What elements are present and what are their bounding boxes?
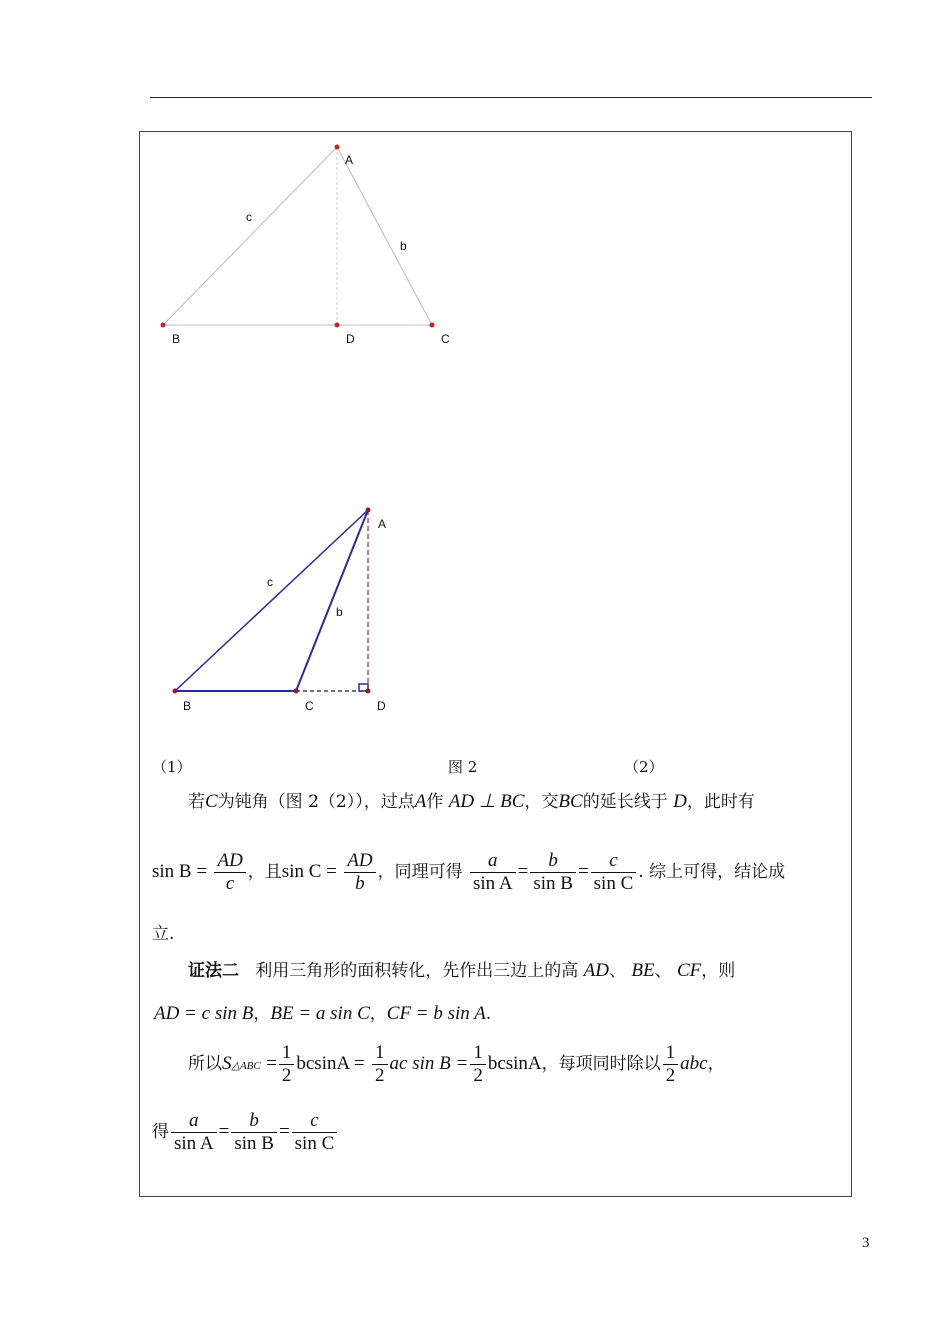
header-rule: [150, 97, 872, 98]
text: ，同理可得: [377, 861, 463, 882]
side-c: [163, 147, 337, 325]
math-AD: AD: [583, 960, 609, 981]
numerator: AD: [344, 850, 375, 873]
page-number: 3: [862, 1235, 870, 1251]
text: 得: [152, 1121, 169, 1142]
text: ，每项同时除以: [541, 1053, 661, 1074]
text: 作: [426, 792, 444, 812]
paragraph-obtuse-case: [188, 792, 755, 811]
triangle-figures: [140, 132, 851, 742]
math-sinB: sin B =: [152, 860, 208, 882]
paragraph-area: [188, 1042, 725, 1087]
text: 的延长线于: [582, 792, 668, 812]
math-height-CF: CF = b sin A: [386, 1003, 486, 1024]
text: .: [485, 1004, 492, 1024]
denominator: c: [225, 872, 235, 894]
fraction-one-half: [470, 1042, 486, 1087]
numerator: 1: [279, 1042, 295, 1065]
paragraph-ratios: [152, 850, 785, 895]
math-S: S: [222, 1052, 232, 1074]
label-side-b: b: [400, 239, 407, 253]
subscript-triangle-ABC: △ABC: [231, 1059, 261, 1072]
text: ，: [707, 1053, 725, 1074]
side-b: [337, 147, 432, 325]
paragraph-proof-two: [188, 961, 735, 980]
numerator: 1: [372, 1042, 388, 1065]
fraction-one-half: [372, 1042, 388, 1087]
equals: =: [218, 1120, 230, 1142]
text: ，则: [701, 961, 736, 981]
math-D: D: [673, 791, 687, 812]
separator: ，: [369, 1004, 387, 1024]
equals: =: [577, 860, 589, 882]
label-D: D: [346, 332, 355, 346]
point-C: [430, 323, 435, 328]
fraction-a-over-sinA: [171, 1110, 217, 1155]
math-expression: bcsinA =: [296, 1052, 365, 1074]
math-sinC: sin C =: [281, 860, 337, 882]
text: 若: [188, 792, 205, 812]
side-c-2: [175, 510, 368, 691]
numerator: c: [591, 850, 637, 873]
fraction-b-over-sinB: [231, 1110, 277, 1155]
fraction-a-over-sinA: [470, 850, 516, 895]
text: ，此时有: [686, 792, 755, 812]
point-D-2: [366, 689, 371, 694]
math-BE: BE: [631, 960, 655, 981]
equals: =: [266, 1052, 277, 1074]
denominator: sin B: [234, 1132, 274, 1154]
text: 利用三角形的面积转化，先作出三边上的高: [255, 961, 579, 981]
math-CF: CF: [676, 960, 702, 981]
math-perpendicular: AD ⊥ BC: [448, 791, 525, 812]
label-side-c-2: c: [267, 575, 273, 589]
label-B: B: [172, 332, 181, 346]
side-b-2: [296, 510, 368, 691]
fraction-c-over-sinC: [591, 850, 637, 895]
numerator: AD: [214, 850, 245, 873]
figure-obtuse-triangle: [173, 508, 387, 714]
math-expression: bcsinA: [487, 1052, 542, 1074]
point-A: [335, 145, 340, 150]
label-C-2: C: [305, 699, 314, 713]
paragraph-continuation: 立.: [152, 924, 175, 944]
equals: =: [278, 1120, 290, 1142]
point-A-2: [366, 508, 371, 513]
content-frame: [139, 131, 852, 1197]
fraction-b-over-sinB: [530, 850, 576, 895]
separator: ，: [253, 1004, 271, 1024]
caption-center: 图 2: [448, 758, 478, 776]
math-expression: ac sin B =: [389, 1052, 469, 1074]
label-B-2: B: [183, 699, 192, 713]
math-BC: BC: [558, 791, 583, 812]
caption-right: （2）: [624, 758, 664, 776]
math-height-BE: BE = a sin C: [270, 1003, 370, 1024]
denominator: 2: [375, 1064, 385, 1086]
denominator: sin A: [174, 1132, 214, 1154]
denominator: 2: [473, 1064, 483, 1086]
math-A: A: [414, 791, 427, 812]
math-abc: abc: [680, 1052, 708, 1074]
text: 所以: [188, 1053, 222, 1074]
numerator: b: [530, 850, 576, 873]
label-side-c: c: [246, 210, 252, 224]
point-B-2: [173, 689, 178, 694]
equals: =: [517, 860, 529, 882]
label-A: A: [345, 153, 354, 167]
numerator: 1: [663, 1042, 679, 1065]
paragraph-result: [152, 1110, 339, 1155]
numerator: b: [231, 1110, 277, 1133]
numerator: 1: [470, 1042, 486, 1065]
denominator: b: [355, 872, 365, 894]
denominator: sin A: [473, 872, 513, 894]
proof-title: 证法二: [188, 961, 239, 981]
fraction-AD-over-b: [344, 850, 375, 895]
numerator: c: [292, 1110, 338, 1133]
caption-left: （1）: [152, 758, 192, 776]
separator: 、: [654, 961, 672, 981]
denominator: 2: [665, 1064, 676, 1086]
label-A-2: A: [378, 517, 387, 531]
label-side-b-2: b: [336, 605, 343, 619]
text: ，且: [247, 861, 282, 882]
denominator: sin B: [533, 872, 573, 894]
math-C: C: [205, 791, 218, 812]
denominator: sin C: [593, 872, 634, 894]
numerator: a: [470, 850, 516, 873]
label-C: C: [441, 332, 450, 346]
denominator: 2: [281, 1064, 292, 1086]
paragraph-heights: [154, 1004, 491, 1023]
label-D-2: D: [377, 699, 386, 713]
text: . 综上可得，结论成: [638, 861, 786, 882]
fraction-AD-over-c: [214, 850, 245, 895]
point-C-2: [294, 689, 299, 694]
point-B: [161, 323, 166, 328]
math-height-AD: AD = c sin B: [154, 1003, 254, 1024]
text: 为钝角（图 2（2）），过点: [217, 792, 415, 812]
fraction-one-half: [663, 1042, 679, 1087]
numerator: a: [171, 1110, 217, 1133]
figure-acute-triangle: [161, 145, 451, 347]
fraction-one-half: [279, 1042, 295, 1087]
separator: 、: [608, 961, 626, 981]
text: ，交: [524, 792, 559, 812]
fraction-c-over-sinC: [292, 1110, 338, 1155]
denominator: sin C: [294, 1132, 335, 1154]
point-D: [335, 323, 340, 328]
